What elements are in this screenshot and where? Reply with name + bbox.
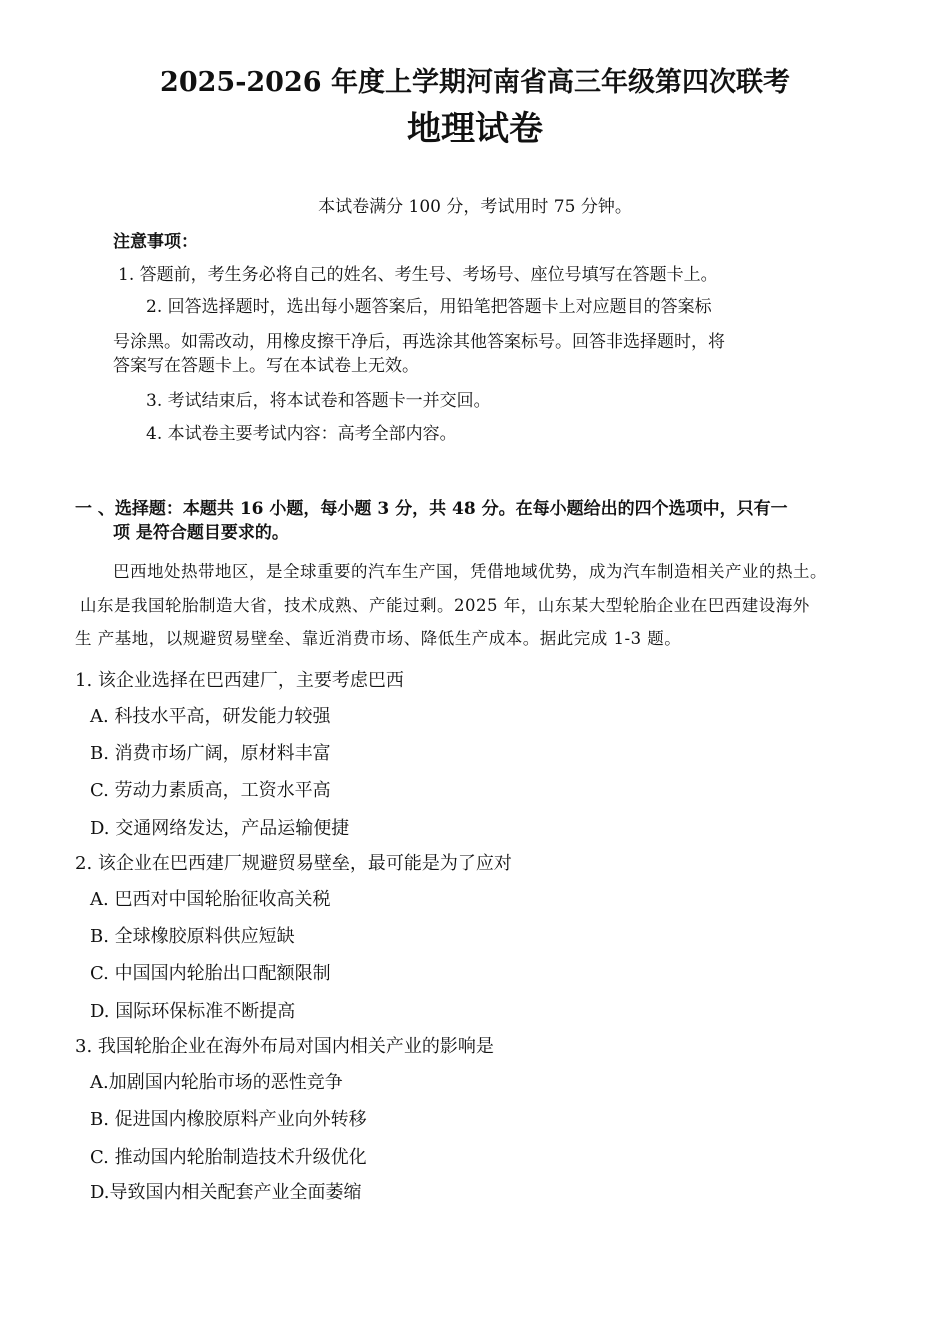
notice-heading: 注意事项： <box>113 232 198 252</box>
notice-item-2-line2: 号涂黑。如需改动，用橡皮擦干净后，再选涂其他答案标号。回答非选择题时，将 <box>113 332 725 352</box>
subject-title: 地理试卷 <box>407 109 543 149</box>
section-heading-line1: 一 、选择题：本题共 16 小题，每小题 3 分，共 48 分。在每小题给出的四个选项中，只有一 <box>75 499 788 519</box>
section-heading-line2: 项 是符合题目要求的。 <box>113 523 289 543</box>
question-3-option-c: C. 推动国内轮胎制造技术升级优化 <box>90 1147 367 1168</box>
question-1-option-c: C. 劳动力素质高，工资水平高 <box>90 780 331 801</box>
question-1-option-a: A. 科技水平高，研发能力较强 <box>90 706 331 727</box>
question-2-option-b: B. 全球橡胶原料供应短缺 <box>90 926 295 947</box>
notice-item-2-line3: 答案写在答题卡上。写在本试卷上无效。 <box>113 356 419 376</box>
passage-line-3: 生 产基地，以规避贸易壁垒、靠近消费市场、降低生产成本。据此完成 1-3 题。 <box>75 629 682 648</box>
question-2-option-c: C. 中国国内轮胎出口配额限制 <box>90 963 331 984</box>
notice-item-3: 3. 考试结束后，将本试卷和答题卡一并交回。 <box>146 391 491 411</box>
question-2-option-a: A. 巴西对中国轮胎征收高关税 <box>90 889 331 910</box>
question-1-option-d: D. 交通网络发达，产品运输便捷 <box>90 818 350 839</box>
question-3-option-a: A.加剧国内轮胎市场的恶性竞争 <box>90 1072 343 1093</box>
notice-item-2-line1: 2. 回答选择题时，选出每小题答案后，用铅笔把答题卡上对应题目的答案标 <box>146 297 712 317</box>
passage-line-2: 山东是我国轮胎制造大省，技术成熟、产能过剩。2025 年，山东某大型轮胎企业在巴西建设海外 <box>80 596 810 615</box>
question-3-option-b: B. 促进国内橡胶原料产业向外转移 <box>90 1109 367 1130</box>
question-1-option-b: B. 消费市场广阔，原材料丰富 <box>90 743 331 764</box>
passage-line-1: 巴西地处热带地区，是全球重要的汽车生产国，凭借地域优势，成为汽车制造相关产业的热土。 <box>113 562 827 581</box>
question-2-option-d: D. 国际环保标准不断提高 <box>90 1001 296 1022</box>
notice-item-4: 4. 本试卷主要考试内容：高考全部内容。 <box>146 424 457 444</box>
exam-title: 2025-2026 年度上学期河南省高三年级第四次联考 <box>160 67 790 98</box>
question-3-stem: 3. 我国轮胎企业在海外布局对国内相关产业的影响是 <box>75 1036 494 1057</box>
question-1-stem: 1. 该企业选择在巴西建厂，主要考虑巴西 <box>75 670 404 691</box>
question-3-option-d: D.导致国内相关配套产业全面萎缩 <box>90 1182 362 1203</box>
notice-item-1: 1. 答题前，考生务必将自己的姓名、考生号、考场号、座位号填写在答题卡上。 <box>118 265 718 285</box>
question-2-stem: 2. 该企业在巴西建厂规避贸易壁垒，最可能是为了应对 <box>75 853 512 874</box>
exam-intro: 本试卷满分 100 分，考试用时 75 分钟。 <box>318 197 632 217</box>
